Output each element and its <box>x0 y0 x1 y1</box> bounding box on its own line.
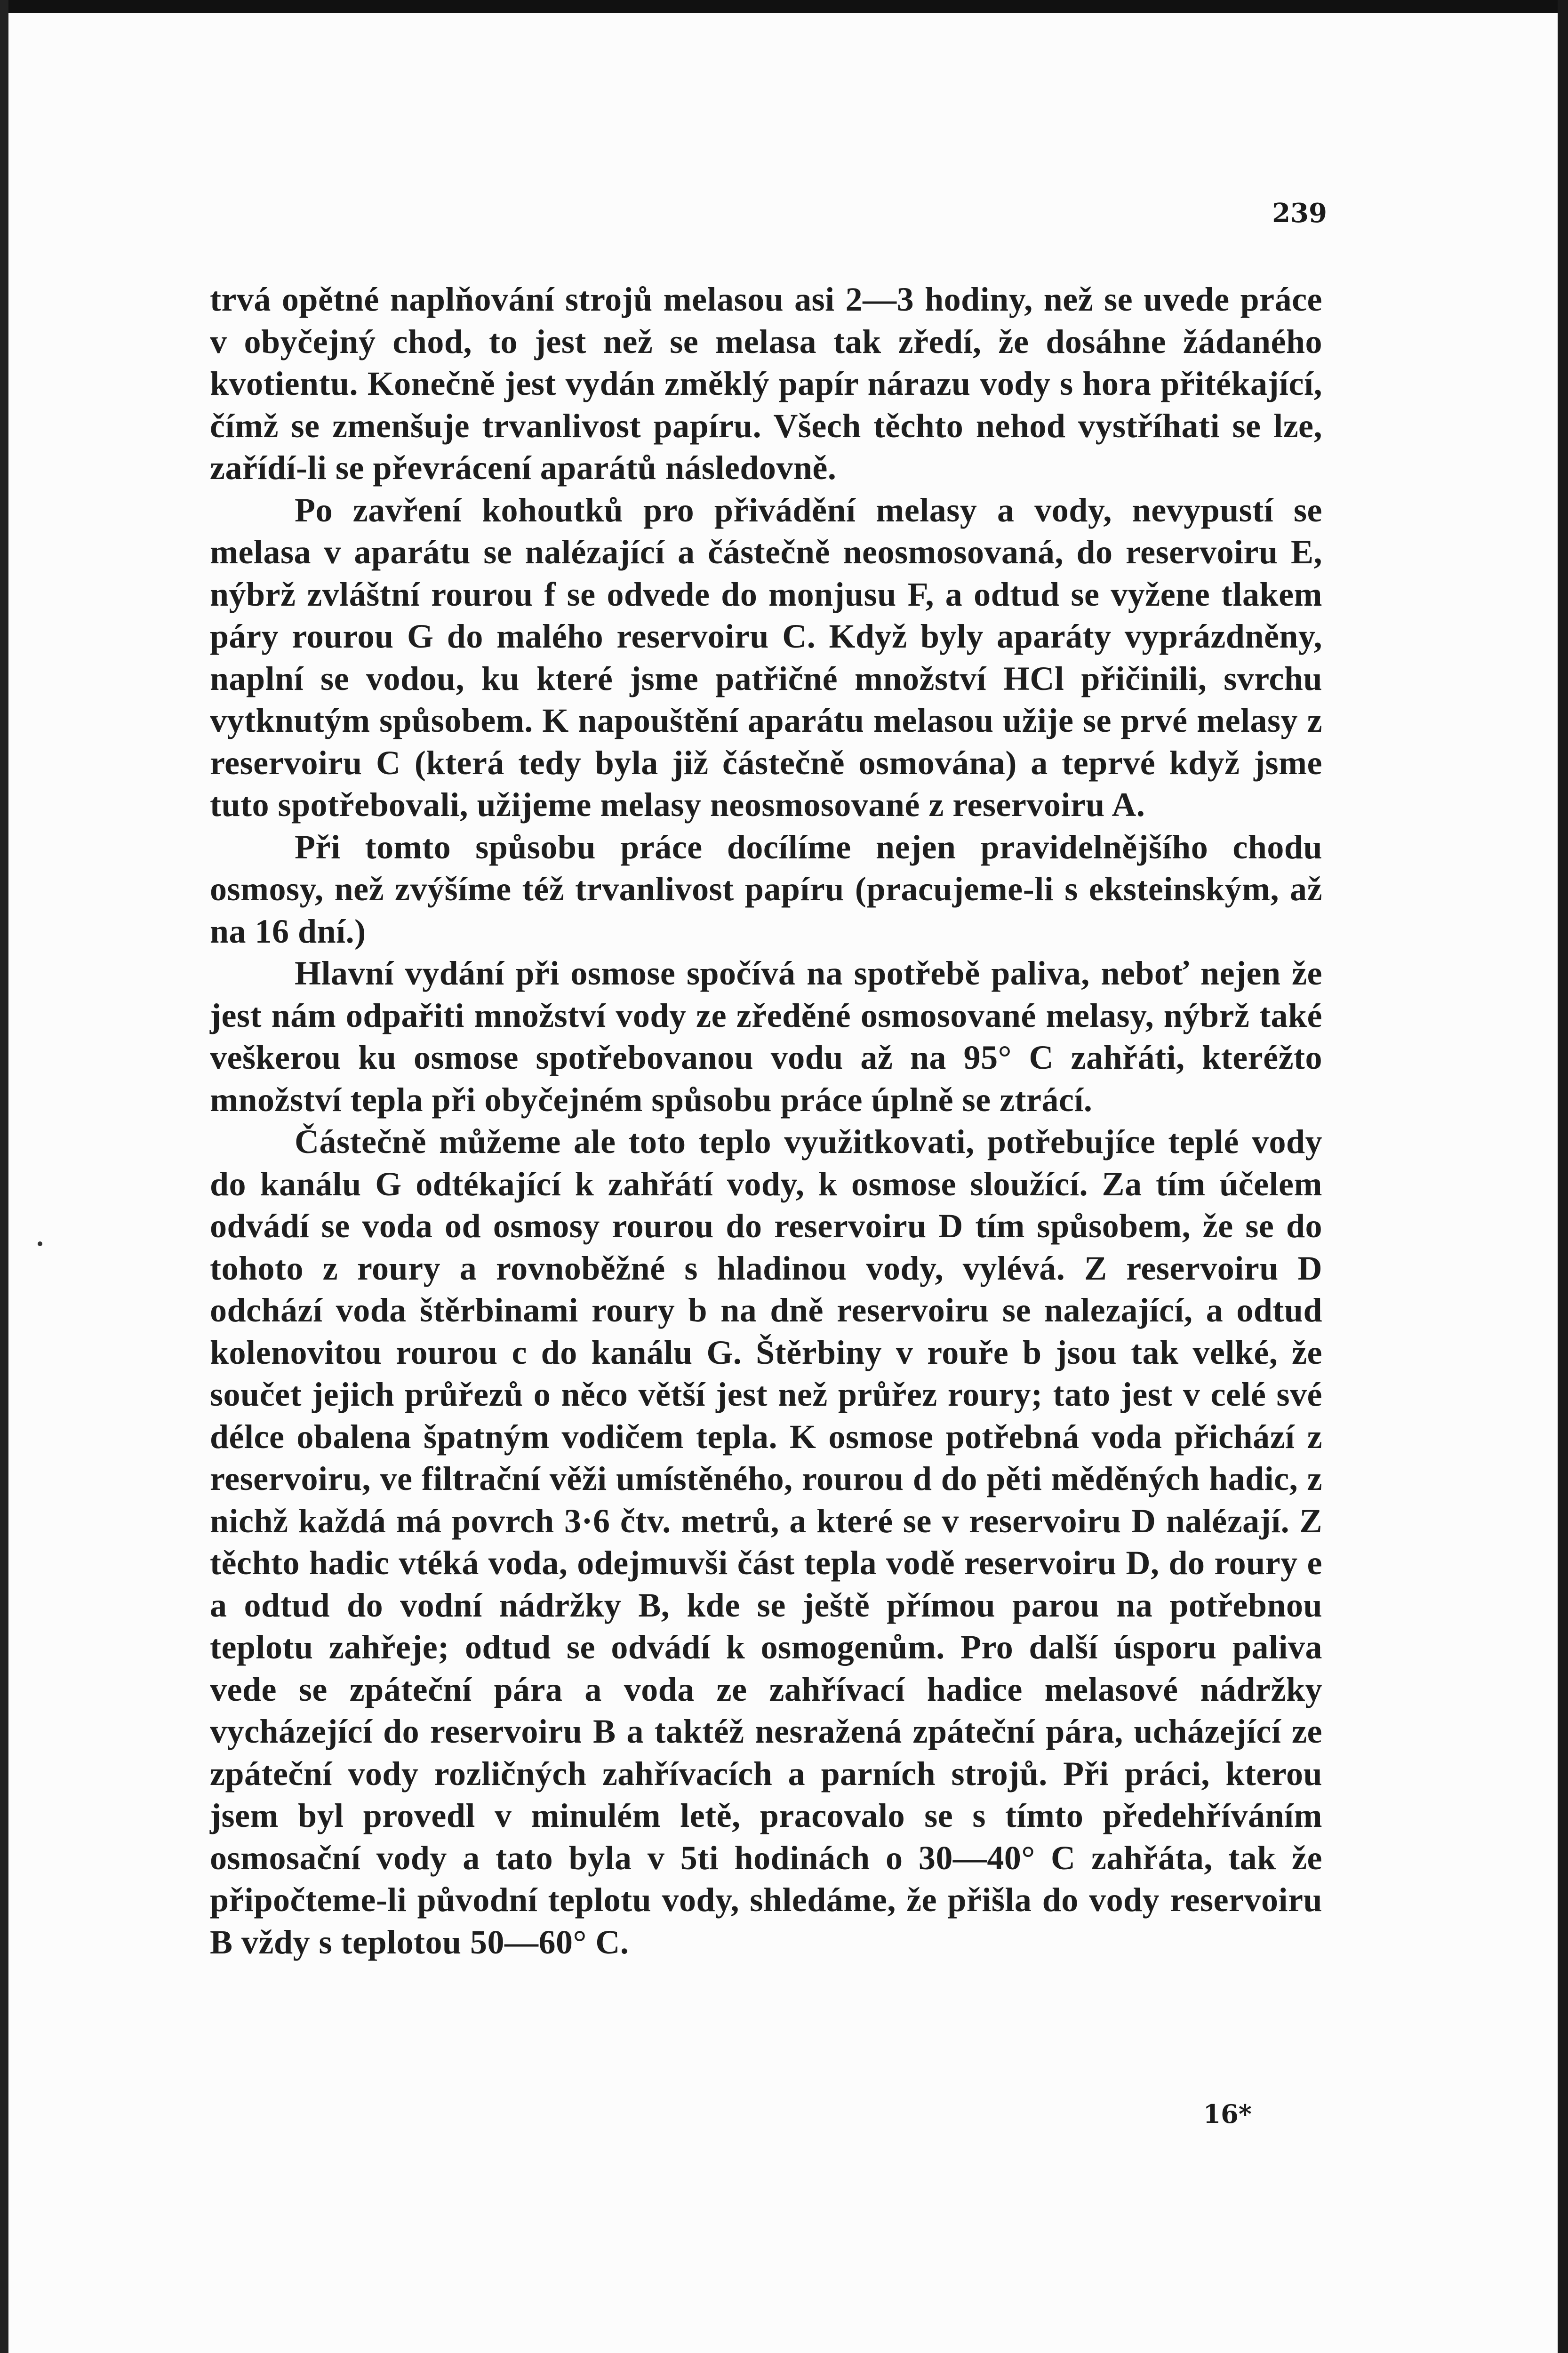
body-text <box>210 279 1322 1963</box>
scan-border-left <box>0 0 8 2353</box>
printer-signature-mark: 16* <box>1203 2099 1252 2129</box>
paragraph-continuation: trvá opětné naplňování strojů melasou asi 2—3 hodiny, než se uvede práce v obyčejný chod, to jest než se melasa tak zředí, že dosáhne žádaného kvotientu. Konečně jest vydán změklý papír nárazu vody s hora přitékající, čímž se zmenšuje trvanlivost papíru. Všech těchto nehod vystříhati se lze, zařídí-li se převrácení aparátů následovně. <box>210 280 1322 487</box>
paragraph: Po zavření kohoutků pro přivádění melasy a vody, nevypustí se melasa v aparátu se nalézající a částečně neosmosovaná, do reservoiru E, nýbrž zvláštní rourou f se odvede do monjusu F, a odtud se vyžene tlakem páry rourou G do malého reservoiru C. Když byly aparáty vyprázdněny, naplní se vodou, ku které jsme patřičné množství HCl přičinili, svrchu vytknutým spůsobem. K napouštění aparátu melasou užije se prvé melasy z reservoiru C (která tedy byla již částečně osmována) a teprvé když jsme tuto spotřebovali, užijeme melasy neosmosované z reservoiru A. <box>210 491 1322 824</box>
paragraph: Hlavní vydání při osmose spočívá na spotřebě paliva, neboť nejen že jest nám odpařiti množství vody ze zředěné osmosované melasy, nýbrž také veškerou ku osmose spotřebovanou vodu až na 95° C zahřáti, kteréžto množství tepla při obyčejném spůsobu práce úplně se ztrácí. <box>210 954 1322 1119</box>
paragraph: Částečně můžeme ale toto teplo využitkovati, potřebujíce teplé vody do kanálu G odtékající k zahřátí vody, k osmose sloužící. Za tím účelem odvádí se voda od osmosy rourou do reservoiru D tím spůsobem, že se do tohoto z roury a rovnoběžné s hladinou vody, vylévá. Z reservoiru D odchází voda štěrbinami roury b na dně reservoiru se nalezající, a odtud kolenovitou rourou c do kanálu G. Štěrbiny v rouře b jsou tak velké, že součet jejich průřezů o něco větší jest než průřez roury; tato jest v celé své délce obalena špatným vodičem tepla. K osmose potřebná voda přichází z reservoiru, ve filtrační věži umístěného, rourou d do pěti měděných hadic, z nichž každá má povrch 3·6 čtv. metrů, a které se v reservoiru D nalézají. Z těchto hadic vtéká voda, odejmuvši část tepla vodě reservoiru D, do roury e a odtud do vodní nádržky B, kde se ještě přímou parou na potřebnou teplotu zahřeje; odtud se odvádí k osmogenům. Pro další úsporu paliva vede se zpáteční pára a voda ze zahřívací hadice melasové nádržky vycházející do reservoiru B a taktéž nesražená zpáteční pára, ucházející ze zpáteční vody rozličných zahřívacích a parních strojů. Při práci, kterou jsem byl provedl v minulém letě, pracovalo se s tímto předehříváním osmosační vody a tato byla v 5ti hodinách o 30—40° C zahřáta, tak že připočteme-li původní teplotu vody, shledáme, že přišla do vody reservoiru B vždy s teplotou 50—60° C. <box>210 1123 1322 1961</box>
scan-border-top <box>0 0 1568 13</box>
margin-speck <box>38 1241 42 1246</box>
paragraph: Při tomto spůsobu práce docílíme nejen pravidelnějšího chodu osmosy, než zvýšíme též trvanlivost papíru (pracujeme-li s eksteinským, až na 16 dní.) <box>210 828 1322 950</box>
scan-border-right <box>1558 0 1568 2353</box>
page-number: 239 <box>1272 198 1327 229</box>
